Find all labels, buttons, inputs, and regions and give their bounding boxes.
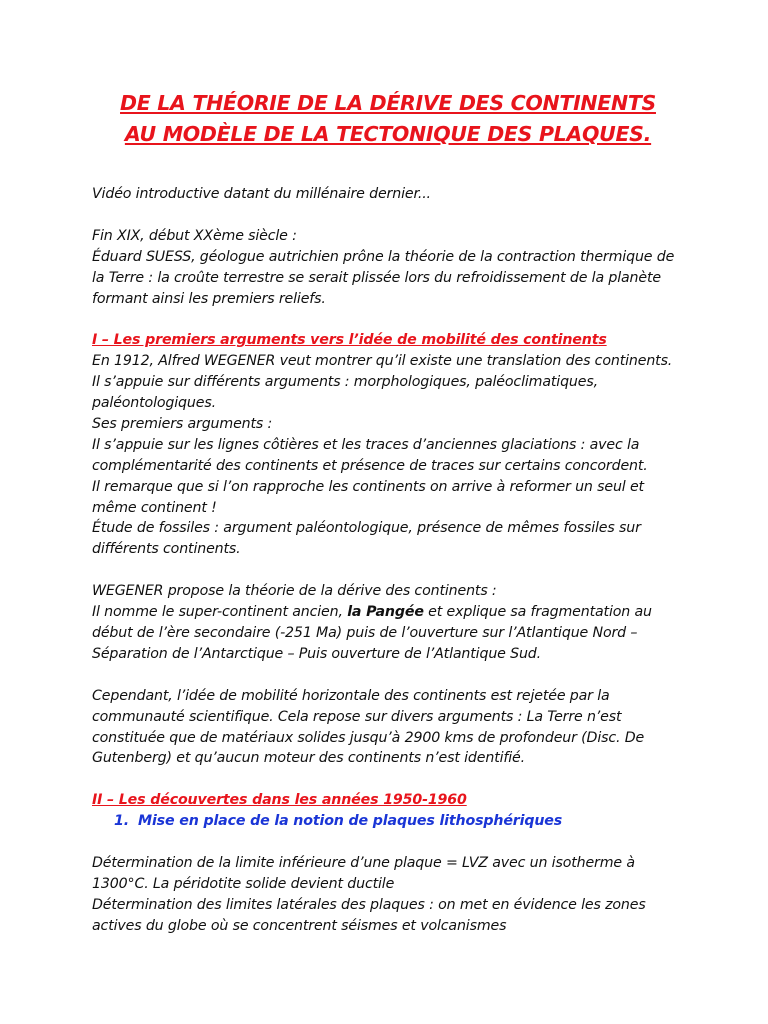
subsection-1-label: Mise en place de la notion de plaques lithosphériques [138,813,563,830]
section-1-heading: I – Les premiers arguments vers l’idée de mobilité des continents [92,332,607,349]
intro-paragraph: Vidéo introductive datant du millénaire dernier... [92,186,431,202]
title-line-1: DE LA THÉORIE DE LA DÉRIVE DES CONTINENTS [120,91,656,115]
lateral-limits-paragraph: Détermination des limites latérales des plaques : on met en évidence les zones actives du globe où se concentrent séismes et volcanismes [92,896,646,934]
suess-paragraph: Éduard SUESS, géologue autrichien prône la théorie de la contraction thermique de la Terre : la croûte terrestre se serait plissée lors du refroidissement de la planète formant ainsi les premiers reliefs. [92,248,675,307]
title-line-2: AU MODÈLE DE LA TECTONIQUE DES PLAQUES. [124,122,652,146]
period-line: Fin XIX, début XXème siècle : [92,227,297,244]
lower-limit-paragraph: Détermination de la limite inférieure d’une plaque = LVZ avec un isotherme à 1300°C. La péridotite solide devient ductile [92,854,635,892]
pangea-text-after: et explique sa fragmentation au début de l’ère secondaire (-251 Ma) puis de l’ouverture sur l’Atlantique Nord – Séparation de l’Antarctique – Puis ouverture de l’Atlantique Sud. [92,604,652,662]
pangea-text-before: Il nomme le super-continent ancien, [92,604,348,621]
rejection-paragraph: Cependant, l’idée de mobilité horizontale des continents est rejetée par la communauté scientifique. Cela repose sur divers arguments : La Terre n’est constituée que de matériaux solides jusqu’à 2900 kms de profondeur (Disc. De Gutenberg) et qu’aucun moteur des continents n’est identifié. [92,687,645,767]
drift-theory-line: WEGENER propose la théorie de la dérive des continents : [92,583,497,600]
coastlines-paragraph: Il s’appuie sur les lignes côtières et les traces d’anciennes glaciations : avec la complémentarité des continents et présence de traces sur certains concordent. [92,436,648,474]
first-arguments-line: Ses premiers arguments : [92,415,273,432]
fossils-paragraph: Étude de fossiles : argument paléontologique, présence de mêmes fossiles sur différents continents. [92,520,641,558]
pangea-paragraph [92,602,684,665]
subsection-1-number: 1. [114,813,129,830]
wegener-paragraph: En 1912, Alfred WEGENER veut montrer qu’il existe une translation des continents. Il s’appuie sur différents arguments : morphologiques, paléoclimatiques, paléontologiques. [92,353,673,412]
document-title [92,88,684,150]
single-continent-paragraph: Il remarque que si l’on rapproche les continents on arrive à reformer un seul et même continent ! [92,478,644,516]
subsection-1-heading [92,811,684,832]
pangea-term: la Pangée [347,604,424,621]
section-2-heading: II – Les découvertes dans les années 1950-1960 [92,792,467,809]
